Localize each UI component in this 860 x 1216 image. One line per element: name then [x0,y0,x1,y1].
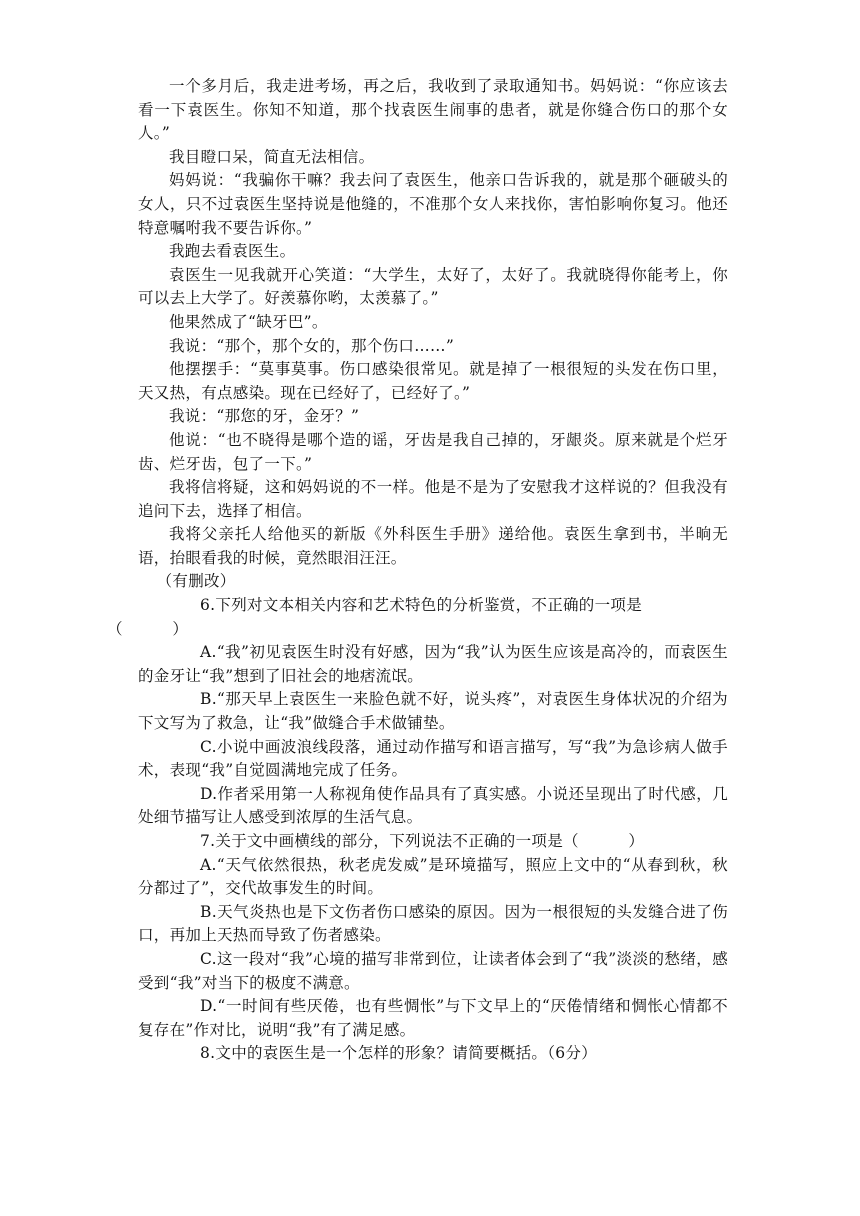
option-c [138,736,728,783]
option-label: A. [200,855,217,874]
option-text: 作者采用第一人称视角使作品具有了真实感。小说还呈现出了时代感，几处细节描写让人感受到浓厚的生活气息。 [138,784,728,827]
question-number: 7. [200,832,216,850]
option-c [138,948,728,995]
answer-paren-open: （ [563,832,579,850]
option-text: “那天早上袁医生一来脸色就不好，说头疼”，对袁医生身体状况的介绍为下文写为了救急，让“我”做缝合手术做铺垫。 [138,690,728,733]
option-label: D. [200,997,218,1016]
question-number: 6. [200,596,216,615]
story-paragraph: 一个多月后，我走进考场，再之后，我收到了录取通知书。妈妈说：“你应该去看一下袁医生。你知不知道，那个找袁医生闹事的患者，就是你缝合伤口的那个女人。” [138,77,728,143]
question-text: 下列对文本相关内容和艺术特色的分析鉴赏，不正确的一项是 [215,596,642,615]
option-label: B. [200,902,217,921]
question-number: 8. [200,1044,216,1063]
story-paragraph: 袁医生一见我就开心笑道：“大学生，太好了，太好了。我就晓得你能考上，你可以去上大学了。好羡慕你哟，太羡慕了。” [138,265,728,308]
question-text: 文中的袁医生是一个怎样的形象？请简要概括。（6分） [215,1044,598,1063]
option-label: C. [200,949,217,968]
option-d [138,995,728,1042]
story-paragraph: 我将父亲托人给他买的新版《外科医生手册》递给他。袁医生拿到书，半晌无语，抬眼看我的时候，竟然眼泪汪汪。 [138,525,728,567]
option-label: B. [200,690,217,709]
option-b [138,901,728,948]
story-paragraph: 我将信将疑，这和妈妈说的不一样。他是不是为了安慰我才这样说的？但我没有追问下去，选择了相信。 [138,478,728,520]
story-paragraph: 妈妈说：“我骗你干嘛？我去问了袁医生，他亲口告诉我的，就是那个砸破头的女人，只不过袁医生坚持说是他缝的，不准那个女人来找你，害怕影响你复习。他还特意嘱咐我不要告诉你。” [138,171,728,237]
question-stem [138,830,728,854]
story-paragraph: 我目瞪口呆，简直无法相信。 [169,147,375,166]
answer-paren-close: ） [628,832,645,850]
option-text: 天气炎热也是下文伤者伤口感染的原因。因为一根很短的头发缝合进了伤口，再加上天热而导致了伤者感染。 [138,902,728,945]
option-text: 这一段对“我”心境的描写非常到位，让读者体会到了“我”淡淡的愁绪，感受到“我”对当下的极度不满意。 [138,949,728,992]
option-text: “天气依然很热，秋老虎发威”是环境描写，照应上文中的“从春到秋，秋分都过了”，交代故事发生的时间。 [138,855,728,898]
question-stem [138,1042,728,1066]
document-body [107,75,728,1066]
story-paragraph: 他说：“也不晓得是哪个造的谣，牙齿是我自己掉的，牙龈炎。原来就是个烂牙齿、烂牙齿，包了一下。” [138,430,728,473]
story-paragraph: 我跑去看袁医生。 [169,242,296,261]
option-label: D. [200,784,218,803]
story-paragraph: 他摆摆手：“莫事莫事。伤口感染很常见。就是掉了一根很短的头发在伤口里，天又热，有点感染。现在已经好了，已经好了。” [138,360,728,402]
option-text: 小说中画波浪线段落，通过动作描写和语言描写，写“我”为急诊病人做手术，表现“我”自觉圆满地完成了任务。 [138,737,728,780]
option-d [138,783,728,830]
option-label: A. [200,643,217,662]
story-paragraph: 我说：“那个，那个女的，那个伤口……” [169,336,455,355]
story-paragraph: 他果然成了“缺牙巴”。 [169,312,328,331]
question-stem [107,594,728,641]
question-text: 关于文中画横线的部分，下列说法不正确的一项是 [215,832,563,850]
answer-paren-open: （ [107,619,123,638]
option-text: “我”初见袁医生时没有好感，因为“我”认为医生应该是高冷的，而袁医生的金牙让“我”想到了旧社会的地痞流氓。 [138,643,728,685]
answer-paren-close: ） [172,619,189,638]
option-text: “一时间有些厌倦，也有些惆怅”与下文早上的“厌倦情绪和惆怅心情都不复存在”作对比，说明“我”有了满足感。 [138,997,728,1039]
option-a [138,641,728,688]
question-7 [138,830,728,1042]
question-6 [107,594,728,830]
edit-note: （有删改） [156,572,236,591]
question-8 [138,1042,728,1066]
option-b [138,688,728,735]
option-a [138,854,728,901]
option-label: C. [200,737,217,756]
story-paragraph: 我说：“那您的牙，金牙？” [169,407,360,426]
